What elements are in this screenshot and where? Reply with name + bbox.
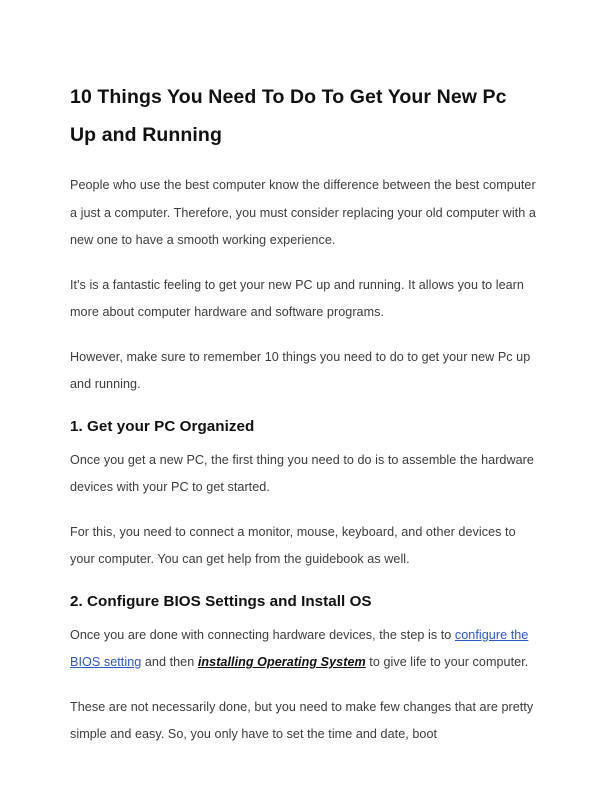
section-2-text-middle: and then (141, 655, 198, 669)
section-2-text-tail: to give life to your computer. (365, 655, 529, 669)
section-heading-2: 2. Configure BIOS Settings and Install OS (70, 592, 372, 610)
intro-paragraph-3: However, make sure to remember 10 things you need to do to get your new Pc up and running. (70, 349, 531, 391)
section-1-paragraph-2: For this, you need to connect a monitor, mouse, keyboard, and other devices to your computer. You can get help from the guidebook as well. (70, 524, 516, 566)
section-1-paragraph-1: Once you get a new PC, the first thing you need to do is to assemble the hardware devices with your PC to get started. (70, 452, 534, 494)
section-2-text-lead: Once you are done with connecting hardware devices, the step is to (70, 627, 455, 642)
page-title: 10 Things You Need To Do To Get Your New Pc Up and Running (70, 86, 507, 146)
intro-paragraph-2: It's is a fantastic feeling to get your new PC up and running. It allows you to learn more about computer hardware and software programs. (70, 277, 524, 319)
intro-paragraph-1: People who use the best computer know the difference between the best computer a just a computer. Therefore, you must consider replacing your old computer with a new one to have a smooth working experience. (70, 178, 536, 247)
section-2-paragraph-2: These are not necessarily done, but you need to make few changes that are pretty simple and easy. So, you only have to set the time and date, boot (70, 699, 534, 741)
configure-bios-setting-link[interactable]: configure the BIOS setting (70, 627, 529, 669)
section-2-paragraph-1 (70, 622, 542, 677)
installing-operating-system-emphasis: installing Operating System (197, 655, 366, 669)
document-content (70, 78, 542, 766)
section-heading-1: 1. Get your PC Organized (70, 417, 255, 435)
